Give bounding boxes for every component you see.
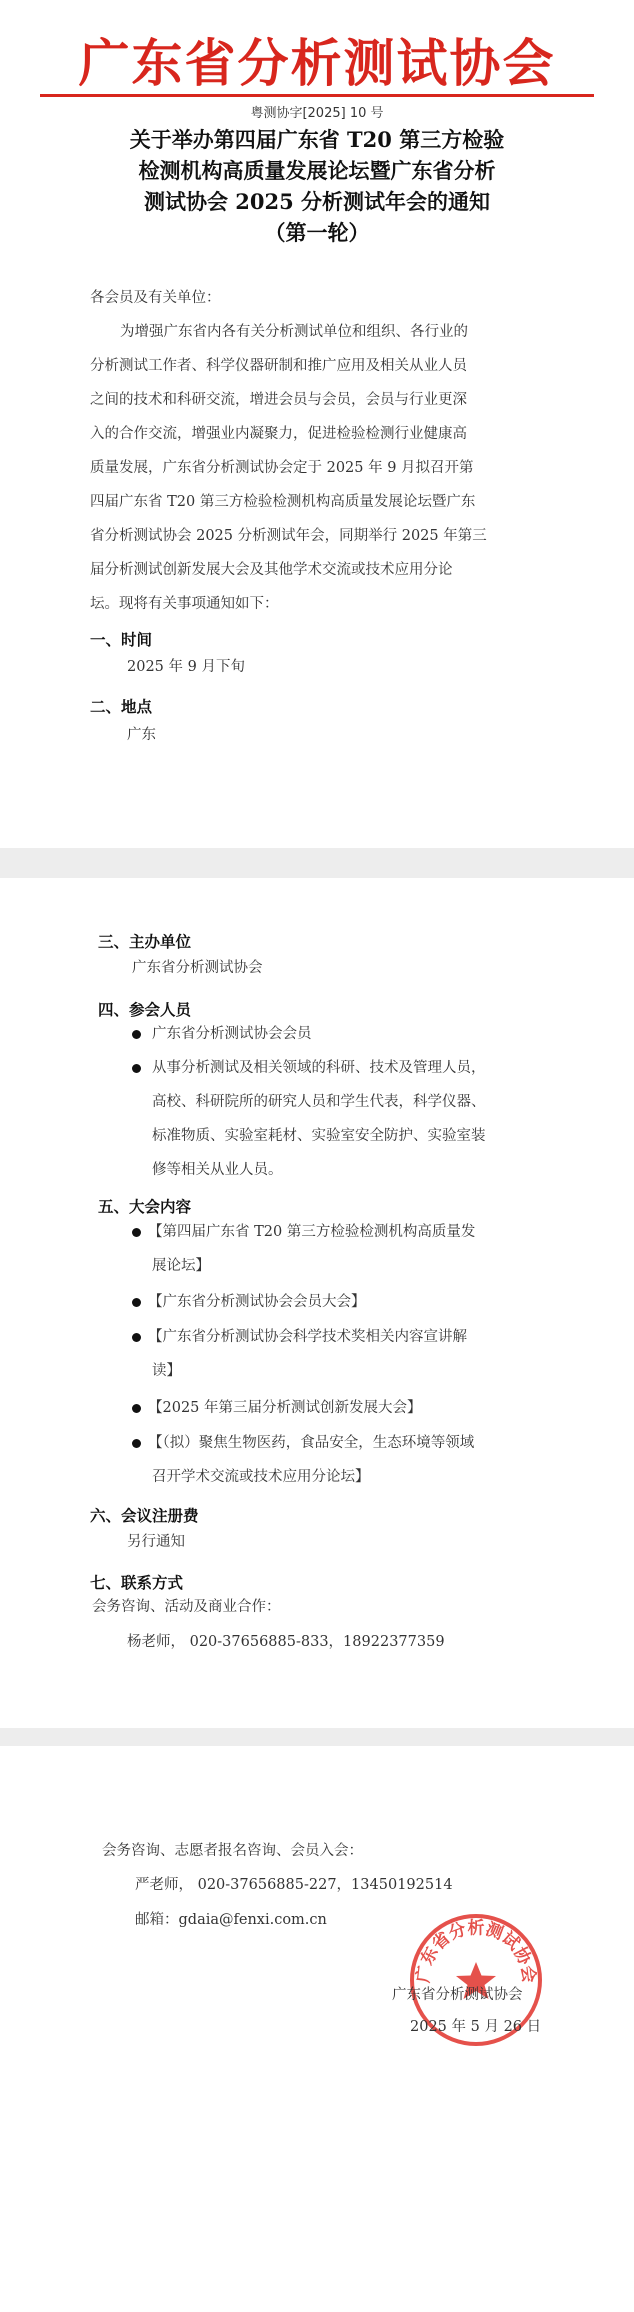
page-gap bbox=[0, 1728, 634, 1746]
section-heading-contact: 七、联系方式 bbox=[90, 1573, 184, 1592]
content-item: 【2025 年第三届分析测试创新发展大会】 bbox=[148, 1400, 422, 1416]
salutation: 各会员及有关单位： bbox=[90, 290, 221, 306]
section-heading-organizer: 三、主办单位 bbox=[98, 932, 192, 951]
business-contact-person: 杨老师， 020-37656885-833，18922377359 bbox=[127, 1634, 445, 1650]
contact-email: 邮箱：gdaia@fenxi.com.cn bbox=[135, 1912, 327, 1928]
intro-line: 坛。现将有关事项通知如下： bbox=[90, 596, 279, 612]
participant-item-line: 修等相关从业人员。 bbox=[152, 1162, 283, 1178]
seal-text: 广东省分析测试协会 bbox=[413, 1918, 539, 1984]
section-heading-place: 二、地点 bbox=[90, 697, 153, 716]
business-contact-label: 会务咨询、活动及商业合作： bbox=[92, 1599, 281, 1615]
participant-item: 广东省分析测试协会会员 bbox=[152, 1026, 312, 1042]
bullet-dot bbox=[132, 1030, 141, 1039]
section-heading-fee: 六、会议注册费 bbox=[90, 1506, 199, 1525]
section-heading-participants: 四、参会人员 bbox=[98, 1000, 192, 1019]
content-item-line: 读】 bbox=[152, 1363, 181, 1379]
bullet-dot bbox=[132, 1064, 141, 1073]
intro-line: 省分析测试协会 2025 分析测试年会，同期举行 2025 年第三 bbox=[90, 528, 487, 544]
content-item-line: 召开学术交流或技术应用分论坛】 bbox=[152, 1469, 370, 1485]
intro-line: 四届广东省 T20 第三方检验检测机构高质量发展论坛暨广东 bbox=[90, 494, 476, 510]
content-item: 【第四届广东省 T20 第三方检验检测机构高质量发 bbox=[148, 1224, 476, 1240]
participant-item-line: 高校、科研院所的研究人员和学生代表，科学仪器、 bbox=[152, 1094, 486, 1110]
notice-title bbox=[80, 124, 554, 248]
place-content: 广东 bbox=[127, 727, 156, 743]
title-line: 测试协会 2025 分析测试年会的通知 bbox=[143, 189, 491, 214]
bullet-dot bbox=[132, 1298, 141, 1307]
fee-content: 另行通知 bbox=[127, 1534, 185, 1550]
time-content: 2025 年 9 月下旬 bbox=[127, 659, 245, 675]
bullet-dot bbox=[132, 1333, 141, 1342]
section-heading-time: 一、时间 bbox=[90, 630, 153, 649]
organizer-content: 广东省分析测试协会 bbox=[132, 960, 263, 976]
member-contact-label: 会务咨询、志愿者报名咨询、会员入会： bbox=[102, 1843, 363, 1859]
content-item: 【广东省分析测试协会会员大会】 bbox=[148, 1294, 366, 1310]
content-item-line: 展论坛】 bbox=[152, 1258, 210, 1274]
participant-item: 从事分析测试及相关领域的科研、技术及管理人员， bbox=[152, 1060, 486, 1076]
title-line: （第一轮） bbox=[264, 220, 370, 245]
signature-org: 广东省分析测试协会 bbox=[392, 1987, 523, 2003]
participant-item-line: 标准物质、实验室耗材、实验室安全防护、实验室装 bbox=[152, 1128, 486, 1144]
title-line: 检测机构高质量发展论坛暨广东省分析 bbox=[138, 158, 496, 183]
org-header-title: 广东省分析测试协会 bbox=[78, 34, 556, 94]
content-item: 【（拟）聚焦生物医药，食品安全，生态环境等领域 bbox=[148, 1435, 475, 1451]
header-red-rule bbox=[40, 94, 594, 97]
doc-number: 粤测协字[2025] 10 号 bbox=[250, 106, 384, 121]
intro-line: 为增强广东省内各有关分析测试单位和组织、各行业的 bbox=[120, 324, 468, 340]
title-line: 关于举办第四届广东省 T20 第三方检验 bbox=[129, 127, 505, 152]
intro-line: 之间的技术和科研交流，增进会员与会员，会员与行业更深 bbox=[90, 392, 467, 408]
intro-line: 分析测试工作者、科学仪器研制和推广应用及相关从业人员 bbox=[90, 358, 467, 374]
member-contact-person: 严老师， 020-37656885-227，13450192514 bbox=[135, 1877, 453, 1893]
section-heading-content: 五、大会内容 bbox=[98, 1197, 192, 1216]
intro-line: 质量发展，广东省分析测试协会定于 2025 年 9 月拟召开第 bbox=[90, 460, 474, 476]
content-item: 【广东省分析测试协会科学技术奖相关内容宣讲解 bbox=[148, 1329, 467, 1345]
bullet-dot bbox=[132, 1439, 141, 1448]
intro-line: 入的合作交流，增强业内凝聚力，促进检验检测行业健康高 bbox=[90, 426, 467, 442]
intro-line: 届分析测试创新发展大会及其他学术交流或技术应用分论 bbox=[90, 562, 453, 578]
signature-date: 2025 年 5 月 26 日 bbox=[410, 2019, 542, 2035]
page-gap bbox=[0, 848, 634, 878]
bullet-dot bbox=[132, 1228, 141, 1237]
bullet-dot bbox=[132, 1404, 141, 1413]
